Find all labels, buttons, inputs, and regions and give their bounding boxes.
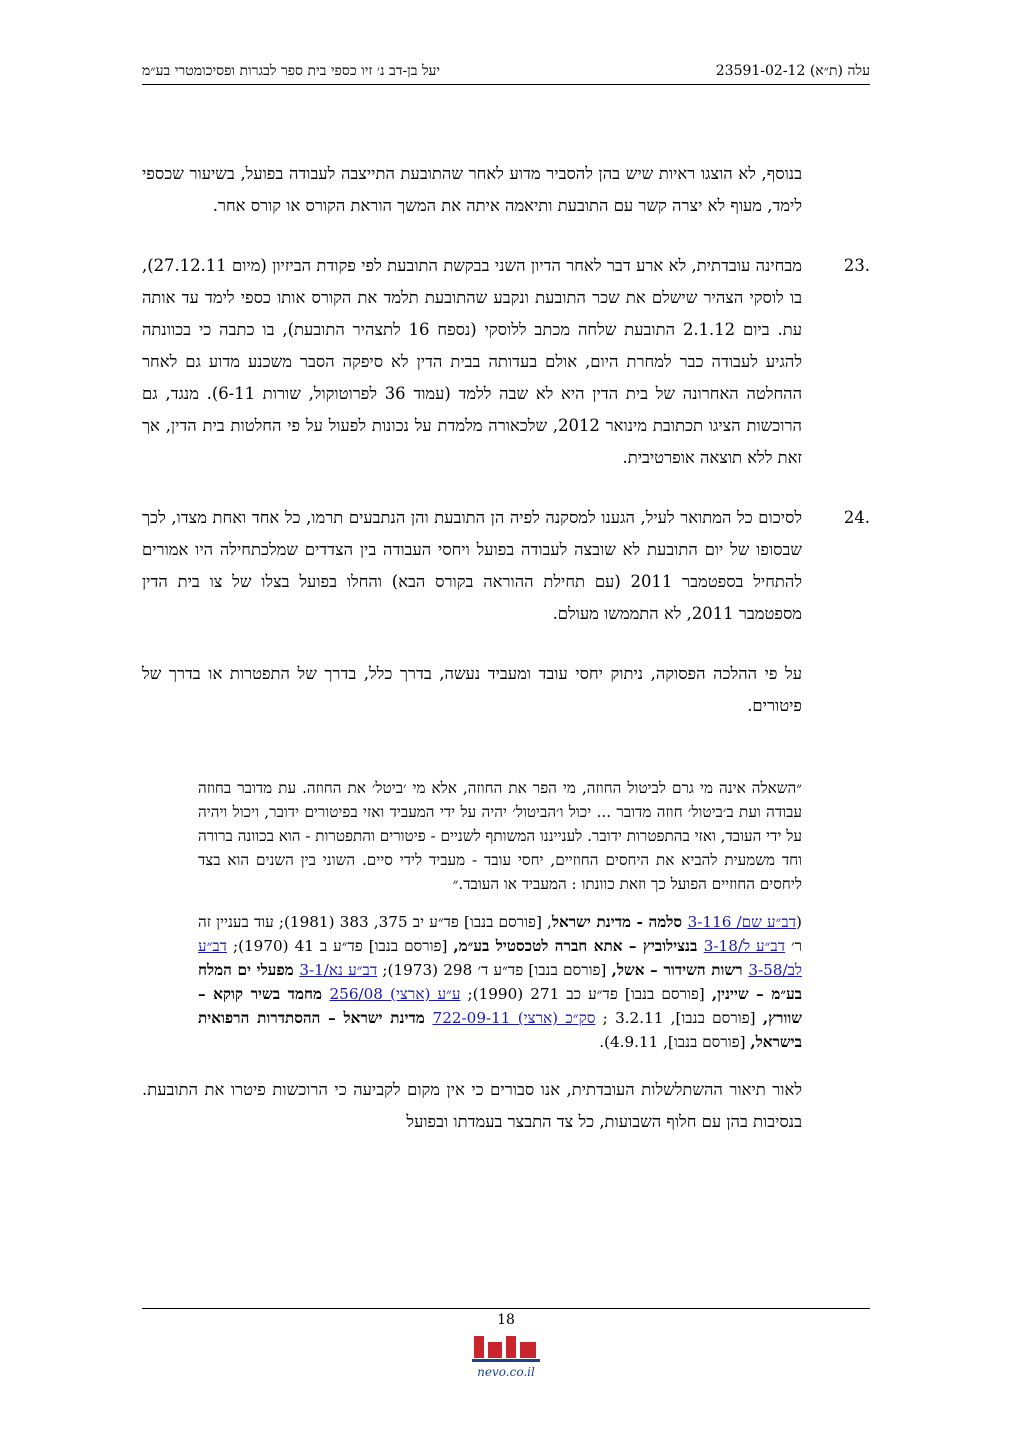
paragraph-number: 24. <box>843 508 870 527</box>
cite-text: [פורסם בנבו], 4.9.11). <box>599 1033 751 1051</box>
citation-link-5[interactable]: ע״ע (ארצי) 256/08 <box>329 985 461 1003</box>
cite-text: [פורסם בנבו] פד״ע ב 41 (1970); <box>227 937 454 955</box>
citation-link-2[interactable]: דב״ע ל/3-18 <box>703 937 786 955</box>
page-header <box>142 58 870 85</box>
cite-text: , [פורסם בנבו] פד״ע יב 375, 383 (1981); עוד בעניין זה ר׳ <box>198 913 802 955</box>
cite-text: [פורסם בנבו] פד״ע ד׳ 298 (1973); <box>377 961 612 979</box>
case-parties: יעל בן-דב נ׳ זיו כספי בית ספר לבגרות ופסיכומטרי בע״מ <box>142 63 441 79</box>
paragraph-number: 23. <box>843 256 870 275</box>
cite-party: מדינת ישראל – ההסתדרות הרפואית בישראל, <box>198 1009 802 1051</box>
citation-link-3[interactable]: דב״ע לב/3-58 <box>198 937 802 979</box>
paragraph-text: מבחינה עובדתית, לא ארע דבר לאחר הדיון השני בבקשת התובעת לפי פקודת הביזיון (מיום 27.12.11), בו לוסקי הצהיר שישלם את שכר התובעת ונקבע שהתובעת תלמד את הקורס אותו כספי לימד עד אותה עת. ביום 2.1.12 התובעת שלחה מכתב ללוסקי (נספח 16 לתצהיר התובעת), בו כתבה כי בכוונתה להגיע לעבודה כבר למחרת היום, אולם בעדותה בבית הדין לא סיפקה הסבר משכנע מדוע גם לאחר ההחלטה האחרונה של בית הדין היא לא שבה ללמד (עמוד 36 לפרוטוקול, שורות 6-11). מנגד, גם הרוכשות הציגו תכתובת מינואר 2012, שלכאורה מלמדת על נכונות לפעול על פי החלטות בית הדין, אך זאת ללא תוצאה אופרטיבית. <box>142 256 803 467</box>
paragraph-23 <box>142 250 870 474</box>
citation-link-6[interactable]: סק״כ (ארצי) 722-09-11 <box>432 1009 596 1027</box>
paragraph-24-continued: על פי ההלכה הפסוקה, ניתוק יחסי עובד ומעביד נעשה, בדרך כלל, בדרך של התפטרות או בדרך של פיטורים. <box>142 664 802 715</box>
citation-link-4[interactable]: דב״ע נא/3-1 <box>299 961 378 979</box>
page-number: 18 <box>497 1312 515 1328</box>
cite-party: סלמה - מדינת ישראל <box>551 913 688 931</box>
page-footer-rule <box>142 1308 870 1309</box>
cite-text: [פורסם בנבו] פד״ע כב 271 (1990); <box>460 985 712 1003</box>
quote-citations <box>198 910 802 1054</box>
paragraph-24 <box>142 502 870 630</box>
nevo-logo <box>458 1332 554 1380</box>
case-number: עלה (ת״א) 23591-02-12 <box>715 63 870 79</box>
cite-party: רשות השידור – אשל, <box>611 961 749 979</box>
logo-text: nevo.co.il <box>477 1365 535 1379</box>
document-body <box>142 158 870 1154</box>
cite-party: מפעלי ים המלח בע״מ – שיינין, <box>198 961 803 1003</box>
nevo-logo-icon <box>458 1332 554 1380</box>
citation-link-1[interactable]: דב״ע שם/ 3-116 <box>687 913 797 931</box>
cite-party: בנצילוביץ – אתא חברה לטכסטיל בע״מ, <box>453 937 704 955</box>
cite-text: [פורסם בנבו], 3.2.11 ; <box>595 1009 763 1027</box>
quote-text: ״השאלה אינה מי גרם לביטול החוזה, מי הפר את החוזה, אלא מי ׳ביטל׳ את החוזה. עת מדובר בחוזה עבודה ועת ב׳ביטול׳ חוזה מדובר ... יכול ו׳הביטול׳ יהיה על ידי המעביד ואזי בפיטורים ידובר, ויכול ויהיה על ידי העובד, ואזי בהתפטרות ידובר. לענייננו המשותף לשניים - פיטורים והתפטרות - הוא בכוונה ברורה וחד משמעית להביא את היחסים החוזיים, יחסי עובד - מעביד לידי סיים. השוני בין השנים הוא בצד ליחסים החוזיים הפועל כך וזאת כוונתו : המעביד או העובד.״ <box>198 779 802 893</box>
intro-paragraph: בנוסף, לא הוצגו ראיות שיש בהן להסביר מדוע לאחר שהתובעת התייצבה לעבודה בפועל, בשיעור שכספי לימד, מעוף לא יצרה קשר עם התובעת ותיאמה איתה את המשך הוראת הקורס או קורס אחר. <box>142 164 802 215</box>
cite-text: ( <box>796 913 802 931</box>
closing-paragraph: לאור תיאור ההשתלשלות העובדתית, אנו סבורים כי אין מקום לקביעה כי הרוכשות פיטרו את התובעת. בנסיבות בהן עם חלוף השבועות, כל צד התבצר בעמדתו ובפועל <box>142 1080 802 1131</box>
cite-party: מחמד בשיר קוקא – שוורץ, <box>198 985 803 1027</box>
paragraph-text: לסיכום כל המתואר לעיל, הגענו למסקנה לפיה הן התובעת והן הנתבעים תרמו, כל אחד ואחת מצדו, לכך שבסופו של יום התובעת לא שובצה לעבודה בפועל ויחסי העבודה בין הצדדים שמלכתחילה היו אמורים להתחיל בספטמבר 2011 (עם תחילת ההוראה בקורס הבא) והחלו בפועל בצלו של צו בית הדין מספטמבר 2011, לא התממשו מעולם. <box>142 508 802 623</box>
legal-quote <box>198 776 802 1054</box>
